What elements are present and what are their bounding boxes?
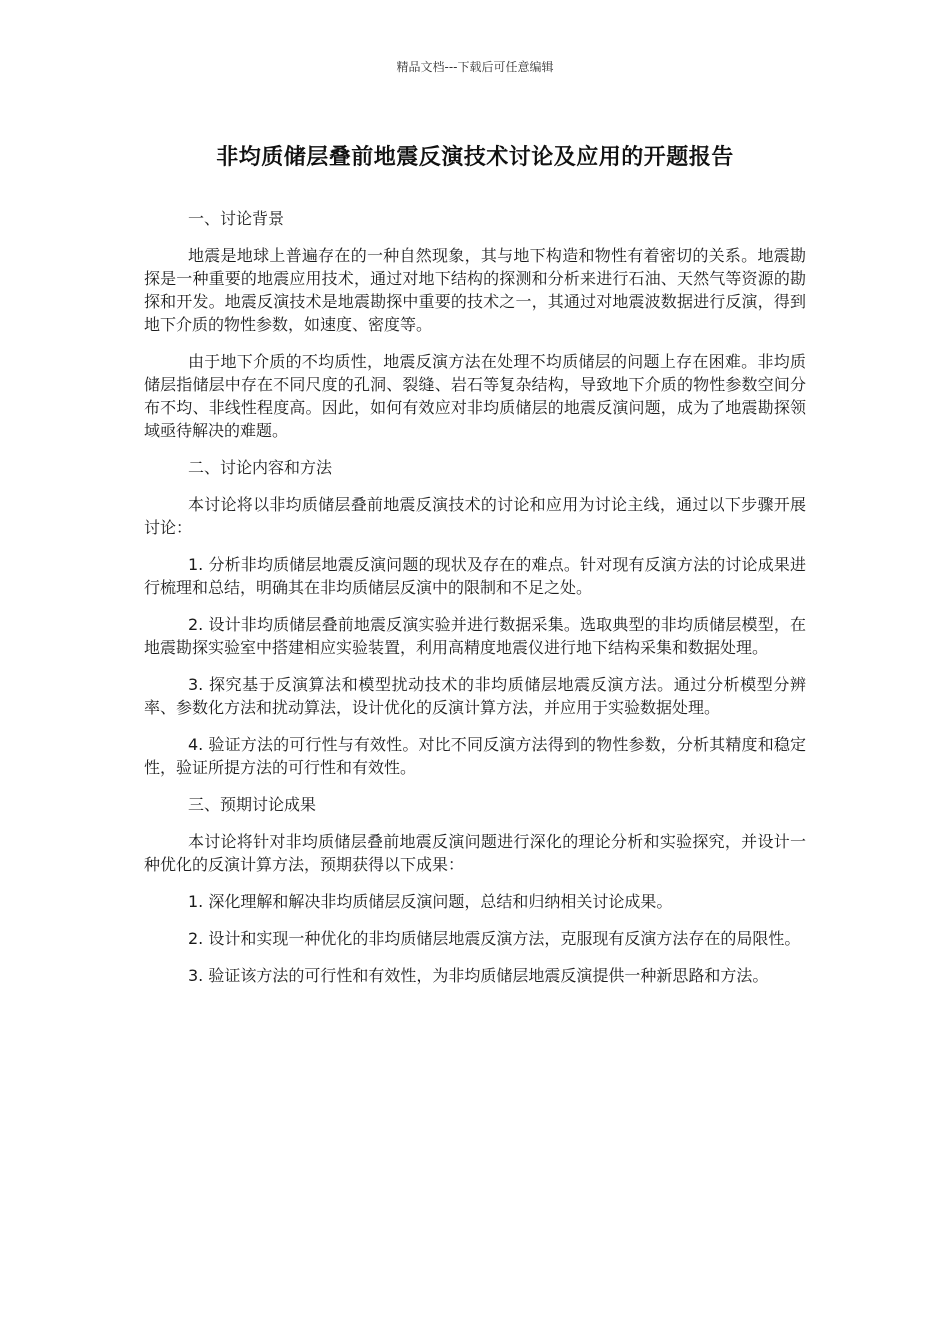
paragraph: 本讨论将以非均质储层叠前地震反演技术的讨论和应用为讨论主线，通过以下步骤开展讨论：	[144, 495, 806, 537]
paragraph: 本讨论将针对非均质储层叠前地震反演问题进行深化的理论分析和实验探究，并设计一种优化的反演计算方法，预期获得以下成果：	[144, 832, 806, 874]
list-item: 3. 验证该方法的可行性和有效性，为非均质储层地震反演提供一种新思路和方法。	[188, 966, 769, 985]
list-item: 2. 设计非均质储层叠前地震反演实验并进行数据采集。选取典型的非均质储层模型，在地震勘探实验室中搭建相应实验装置，利用高精度地震仪进行地下结构采集和数据处理。	[144, 615, 806, 657]
document-body	[144, 207, 806, 1001]
list-item: 1. 分析非均质储层地震反演问题的现状及存在的难点。针对现有反演方法的讨论成果进行梳理和总结，明确其在非均质储层反演中的限制和不足之处。	[144, 555, 806, 597]
list-item: 4. 验证方法的可行性与有效性。对比不同反演方法得到的物性参数，分析其精度和稳定性，验证所提方法的可行性和有效性。	[144, 735, 806, 777]
paragraph: 由于地下介质的不均质性，地震反演方法在处理不均质储层的问题上存在困难。非均质储层指储层中存在不同尺度的孔洞、裂缝、岩石等复杂结构，导致地下介质的物性参数空间分布不均、非线性程度高。因此，如何有效应对非均质储层的地震反演问题，成为了地震勘探领域亟待解决的难题。	[144, 352, 806, 440]
paragraph: 地震是地球上普遍存在的一种自然现象，其与地下构造和物性有着密切的关系。地震勘探是一种重要的地震应用技术，通过对地下结构的探测和分析来进行石油、天然气等资源的勘探和开发。地震反演技术是地震勘探中重要的技术之一，其通过对地震波数据进行反演，得到地下介质的物性参数，如速度、密度等。	[144, 246, 806, 334]
section-heading: 一、讨论背景	[188, 209, 285, 228]
list-item: 3. 探究基于反演算法和模型扰动技术的非均质储层地震反演方法。通过分析模型分辨率、参数化方法和扰动算法，设计优化的反演计算方法，并应用于实验数据处理。	[144, 675, 806, 717]
section-heading: 三、预期讨论成果	[188, 795, 317, 814]
list-item: 1. 深化理解和解决非均质储层反演问题，总结和归纳相关讨论成果。	[188, 892, 673, 911]
document-title: 非均质储层叠前地震反演技术讨论及应用的开题报告	[216, 145, 734, 170]
header-note: 精品文档---下载后可任意编辑	[396, 60, 554, 74]
section-heading: 二、讨论内容和方法	[188, 458, 333, 477]
list-item: 2. 设计和实现一种优化的非均质储层地震反演方法，克服现有反演方法存在的局限性。	[188, 929, 801, 948]
